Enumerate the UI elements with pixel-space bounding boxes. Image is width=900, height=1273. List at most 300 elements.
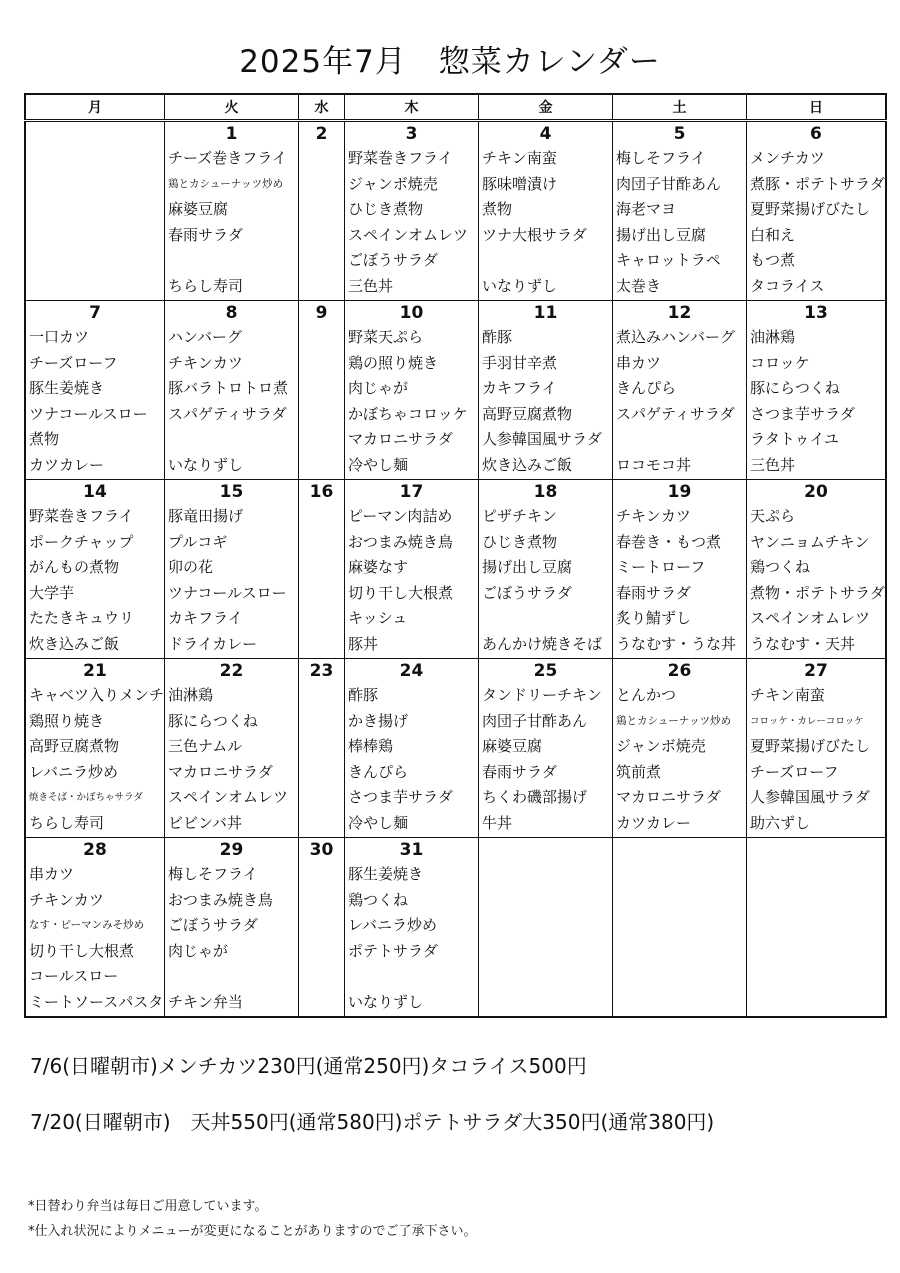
menu-item: 鶏照り焼き [29,711,105,730]
menu-item: カツカレー [29,455,105,474]
weekday-fri: 金 [479,94,613,121]
menu-item [613,427,746,453]
sunday-market-note-1: 7/6(日曜朝市)メンチカツ230円(通常250円)タコライス500円 [30,1054,587,1078]
menu-item [299,325,344,351]
menu-item: 冷やし麺 [348,455,409,474]
menu-item: ちくわ磯部揚げ [482,788,588,807]
menu-item [299,197,344,223]
day-number-row [25,301,886,326]
menu-item: 一口カツ [29,328,90,346]
day-number: 2 [299,121,345,147]
menu-item: 夏野菜揚げびたし [750,737,871,756]
menu-item: 揚げ出し豆腐 [616,225,707,244]
menu-item: 煮物・ポテトサラダ [750,583,885,602]
menu-item: 鶏つくね [348,890,409,909]
menu-item: ごぼうサラダ [482,583,572,602]
menu-item: ツナコールスロー [168,583,287,602]
menu-item: 高野豆腐煮物 [29,737,120,756]
menu-item [747,913,885,939]
menu-item: マカロニサラダ [616,788,721,807]
menu-item: 炙り鯖ずし [616,609,692,628]
menu-item: うなむす・天丼 [750,634,856,653]
menu-item [299,146,344,172]
menu-item: 煮物 [482,200,513,219]
day-number: 22 [165,659,299,684]
menu-item: とんかつ [616,686,677,704]
menu-item [299,172,344,198]
menu-item: 切り干し大根煮 [348,583,454,602]
menu-item [299,606,344,632]
weekday-sun: 日 [747,94,886,121]
menu-item: うなむす・うな丼 [616,634,737,653]
menu-item: さつま芋サラダ [348,788,453,807]
menu-item: 三色丼 [750,455,796,474]
menu-item: きんぴら [348,762,409,781]
menu-item: ごぼうサラダ [168,916,258,935]
menu-item: ロコモコ丼 [616,455,692,474]
day-number: 23 [299,659,345,684]
menu-item: きんぴら [616,379,677,398]
menu-item: スパゲティサラダ [168,404,287,423]
day-number: 13 [747,301,886,326]
menu-item [613,939,746,965]
menu-item: チーズ巻きフライ [168,149,287,167]
day-menu-cell [345,683,479,838]
menu-item: 卯の花 [168,558,214,577]
menu-item: コロッケ・カレーコロッケ [750,715,864,727]
menu-item: 夏野菜揚げびたし [750,200,871,219]
menu-item: レバニラ炒め [348,916,437,935]
day-number: 27 [747,659,886,684]
menu-item: スペインオムレツ [750,609,871,628]
day-number [479,838,613,863]
menu-item: スペインオムレツ [168,788,289,807]
menu-item: 煮物 [29,430,60,449]
menu-item [299,939,344,965]
menu-item [479,248,612,274]
menu-item: プルコギ [168,532,228,551]
menu-item [299,683,344,709]
menu-item [299,632,344,658]
menu-item [299,530,344,556]
menu-item: 串カツ [29,865,75,883]
menu-item: なす・ピーマンみそ炒め [29,919,145,932]
menu-item: 助六ずし [750,813,811,832]
footnote-menu-change: *仕入れ状況によりメニューが変更になることがありますのでご了承下さい。 [28,1224,477,1239]
day-menu-cell [299,683,345,838]
day-number: 6 [747,121,886,147]
menu-item: 炊き込みご飯 [482,455,573,474]
day-number: 19 [613,480,747,505]
day-number: 11 [479,301,613,326]
menu-item: 梅しそフライ [616,149,706,167]
menu-item [479,913,612,939]
menu-item: 揚げ出し豆腐 [482,558,573,577]
day-number-row [25,121,886,147]
day-menu-cell [25,504,165,659]
menu-item: ポテトサラダ [348,941,438,960]
menu-item [613,913,746,939]
menu-item: チーズローフ [29,353,118,372]
day-menu-cell [479,683,613,838]
menu-item [479,964,612,990]
menu-item: 豚生姜焼き [348,865,424,883]
menu-item: タンドリーチキン [482,686,602,704]
menu-item: 人参韓国風サラダ [750,788,870,807]
menu-item: 麻婆豆腐 [482,737,543,756]
menu-item: スパゲティサラダ [616,404,735,423]
weekday-sat: 土 [613,94,747,121]
menu-item: かき揚げ [348,711,409,730]
day-number: 7 [25,301,165,326]
day-menu-cell [299,325,345,480]
menu-item [299,811,344,837]
menu-item [747,862,885,888]
menu-item: チキン南蛮 [750,686,825,704]
day-menu-cell [479,862,613,1017]
day-menu-cell [613,683,747,838]
menu-item: おつまみ焼き鳥 [348,532,453,551]
menu-item: ジャンボ焼売 [616,737,706,756]
day-menu-cell [25,325,165,480]
menu-item [26,146,164,172]
menu-item: チキンカツ [168,353,243,372]
menu-item [299,888,344,914]
day-number [613,838,747,863]
menu-item: かぼちゃコロッケ [348,404,468,423]
menu-item [299,964,344,990]
day-number: 15 [165,480,299,505]
menu-item: 油淋鶏 [750,328,796,346]
menu-item: 三色ナムル [168,737,243,756]
day-number: 9 [299,301,345,326]
menu-item: 豚生姜焼き [29,379,105,398]
menu-item: 肉団子甘酢あん [482,711,588,730]
day-menu-cell [25,146,165,301]
day-menu-cell [613,325,747,480]
menu-item [26,248,164,274]
day-number [25,121,165,147]
day-menu-cell [165,862,299,1017]
menu-item [479,606,612,632]
menu-item: 春雨サラダ [168,225,243,244]
menu-item: 春雨サラダ [482,762,557,781]
menu-item [299,402,344,428]
menu-item: マカロニサラダ [348,430,453,449]
day-menu-cell [747,146,886,301]
menu-item: 豚にらつくね [750,379,840,398]
menu-item [26,223,164,249]
menu-item: タコライス [750,276,825,295]
menu-item: 野菜天ぷら [348,328,424,346]
menu-item: 切り干し大根煮 [29,941,135,960]
day-number: 30 [299,838,345,863]
menu-item [747,964,885,990]
menu-item: 鶏とカシューナッツ炒め [616,714,732,727]
menu-item: ヤンニョムチキン [750,532,870,551]
day-number-row [25,659,886,684]
menu-item: カツカレー [616,813,692,832]
menu-item: ミートソースパスタ [29,992,164,1011]
weekday-thu: 木 [345,94,479,121]
menu-item: 鶏とカシューナッツ炒め [168,177,284,190]
menu-item [613,888,746,914]
menu-item: メンチカツ [750,149,825,167]
day-number: 31 [345,838,479,863]
menu-item: ハンバーグ [168,328,242,346]
weekday-tue: 火 [165,94,299,121]
menu-item: 炊き込みご飯 [29,634,120,653]
day-number: 26 [613,659,747,684]
menu-item: 海老マヨ [616,200,677,219]
day-number: 21 [25,659,165,684]
weekday-wed: 水 [299,94,345,121]
weekday-mon: 月 [25,94,165,121]
menu-item: いなりずし [168,455,244,474]
day-number: 5 [613,121,747,147]
menu-item [299,913,344,939]
menu-item: チキン南蛮 [482,149,557,167]
day-menu-cell [345,504,479,659]
menu-item: 手羽甘辛煮 [482,353,558,372]
menu-item: キャベツ入りメンチ [29,686,165,704]
menu-item: レバニラ炒め [29,762,118,781]
menu-item: 肉じゃが [168,941,229,960]
menu-item [345,964,478,990]
menu-item [299,760,344,786]
day-number [747,838,886,863]
menu-item [299,990,344,1016]
menu-item [747,939,885,965]
menu-item [299,555,344,581]
menu-item: キャロットラペ [616,251,721,270]
day-number-row [25,838,886,863]
menu-item: たたきキュウリ [29,609,135,628]
day-number: 8 [165,301,299,326]
menu-item: 酢豚 [482,328,513,346]
menu-item: いなりずし [482,276,558,295]
menu-row [25,146,886,301]
menu-row [25,325,886,480]
menu-item: さつま芋サラダ [750,404,855,423]
menu-item: 豚竜田揚げ [168,507,244,525]
menu-calendar [24,93,887,1018]
menu-item [299,785,344,811]
day-number: 25 [479,659,613,684]
day-number: 1 [165,121,299,147]
menu-item: 春雨サラダ [616,583,691,602]
menu-item [299,504,344,530]
menu-item: 春巻き・もつ煮 [616,532,722,551]
menu-item: コールスロー [29,967,119,986]
menu-item: 豚味噌漬け [482,174,558,193]
menu-item: ビビンバ丼 [168,813,242,832]
menu-item [479,939,612,965]
menu-item [299,274,344,300]
day-menu-cell [299,862,345,1017]
menu-item: スペインオムレツ [348,225,469,244]
menu-item: カキフライ [168,609,243,628]
menu-item [613,990,746,1016]
menu-item: 大学芋 [29,583,75,602]
menu-item: 人参韓国風サラダ [482,430,602,449]
day-number-row [25,480,886,505]
day-menu-cell [165,683,299,838]
menu-row [25,504,886,659]
menu-item: 酢豚 [348,686,379,704]
menu-item: ミートローフ [616,558,706,577]
menu-item: 三色丼 [348,276,394,295]
menu-item: 鶏つくね [750,558,811,577]
menu-item [26,172,164,198]
menu-item: ごぼうサラダ [348,251,438,270]
menu-item: いなりずし [348,992,424,1011]
menu-item [479,862,612,888]
menu-item: チーズローフ [750,762,839,781]
menu-item: 豚丼 [348,634,379,653]
menu-row [25,862,886,1017]
day-menu-cell [345,325,479,480]
day-menu-cell [479,146,613,301]
day-menu-cell [165,325,299,480]
menu-item: 豚にらつくね [168,711,258,730]
menu-item: マカロニサラダ [168,762,273,781]
menu-item [299,223,344,249]
menu-item: チキンカツ [616,507,691,525]
day-menu-cell [299,146,345,301]
menu-item: 梅しそフライ [168,865,258,883]
menu-item [165,964,298,990]
menu-item: 高野豆腐煮物 [482,404,573,423]
menu-item: ちらし寿司 [29,813,105,832]
day-menu-cell [345,146,479,301]
day-number: 18 [479,480,613,505]
day-menu-cell [479,325,613,480]
menu-item [299,427,344,453]
day-number: 29 [165,838,299,863]
day-menu-cell [613,146,747,301]
day-menu-cell [479,504,613,659]
menu-item: 棒棒鶏 [348,737,394,756]
menu-item: ラタトゥイユ [750,430,839,449]
menu-item: チキン弁当 [168,992,243,1011]
day-menu-cell [299,504,345,659]
day-number: 12 [613,301,747,326]
day-menu-cell [747,504,886,659]
menu-item: ツナコールスロー [29,404,148,423]
menu-item: 煮込みハンバーグ [616,328,735,346]
menu-item [165,248,298,274]
day-number: 24 [345,659,479,684]
menu-item: ひじき煮物 [348,200,424,219]
menu-item [26,197,164,223]
day-menu-cell [345,862,479,1017]
menu-item: ちらし寿司 [168,276,244,295]
menu-item [299,376,344,402]
menu-item: ひじき煮物 [482,532,558,551]
menu-item: チキンカツ [29,890,104,909]
day-number: 10 [345,301,479,326]
menu-item: 豚バラトロトロ煮 [168,379,289,398]
day-number: 16 [299,480,345,505]
menu-item: 肉じゃが [348,379,409,398]
menu-item: 肉団子甘酢あん [616,174,722,193]
menu-item: 鶏の照り焼き [348,353,439,372]
day-menu-cell [747,862,886,1017]
day-menu-cell [747,683,886,838]
menu-item [299,734,344,760]
menu-item: 油淋鶏 [168,686,214,704]
menu-item: 太巻き [616,276,662,295]
menu-item [299,248,344,274]
menu-item: ツナ大根サラダ [482,225,587,244]
menu-item: 焼きそば・かぼちゃサラダ [29,792,143,804]
menu-item: キッシュ [348,609,408,628]
day-number: 14 [25,480,165,505]
menu-item: あんかけ焼きそば [482,634,603,653]
menu-item: 野菜巻きフライ [348,149,453,167]
menu-item [479,888,612,914]
day-menu-cell [165,146,299,301]
menu-item: 麻婆なす [348,558,409,577]
menu-item: 煮豚・ポテトサラダ [750,174,885,193]
sunday-market-note-2: 7/20(日曜朝市) 天丼550円(通常580円)ポテトサラダ大350円(通常380円) [30,1110,715,1134]
menu-item [26,274,164,300]
menu-item [747,990,885,1016]
day-menu-cell [747,325,886,480]
menu-item [613,964,746,990]
menu-item: 野菜巻きフライ [29,507,134,525]
menu-item [299,581,344,607]
menu-item: ピザチキン [482,507,557,525]
menu-item: カキフライ [482,379,557,398]
menu-item [479,990,612,1016]
day-number: 20 [747,480,886,505]
menu-item [299,453,344,479]
menu-item: 冷やし麺 [348,813,409,832]
menu-item: ジャンボ焼売 [348,174,438,193]
menu-item: もつ煮 [750,251,796,270]
page-title: 2025年7月 惣菜カレンダー [239,44,661,80]
menu-item: 筑前煮 [616,762,662,781]
menu-item: 白和え [750,225,796,244]
day-menu-cell [25,683,165,838]
menu-item [747,888,885,914]
day-menu-cell [613,862,747,1017]
menu-item [299,351,344,377]
menu-item: 串カツ [616,353,662,372]
menu-item [299,709,344,735]
menu-item: 天ぷら [750,507,796,525]
day-menu-cell [613,504,747,659]
menu-row [25,683,886,838]
weekday-header-row [25,94,886,121]
menu-item [299,862,344,888]
footnote-daily-bento: *日替わり弁当は毎日ご用意しています。 [28,1199,268,1214]
menu-item [165,427,298,453]
menu-item: がんもの煮物 [29,558,120,577]
day-number: 3 [345,121,479,147]
menu-item: コロッケ [750,353,810,372]
menu-item: おつまみ焼き鳥 [168,890,273,909]
menu-item: ドライカレー [168,634,258,653]
menu-item: 牛丼 [482,813,513,832]
day-number: 28 [25,838,165,863]
menu-item: ポークチャップ [29,532,134,551]
menu-item: 麻婆豆腐 [168,200,229,219]
day-number: 4 [479,121,613,147]
menu-item: ピーマン肉詰め [348,507,453,525]
